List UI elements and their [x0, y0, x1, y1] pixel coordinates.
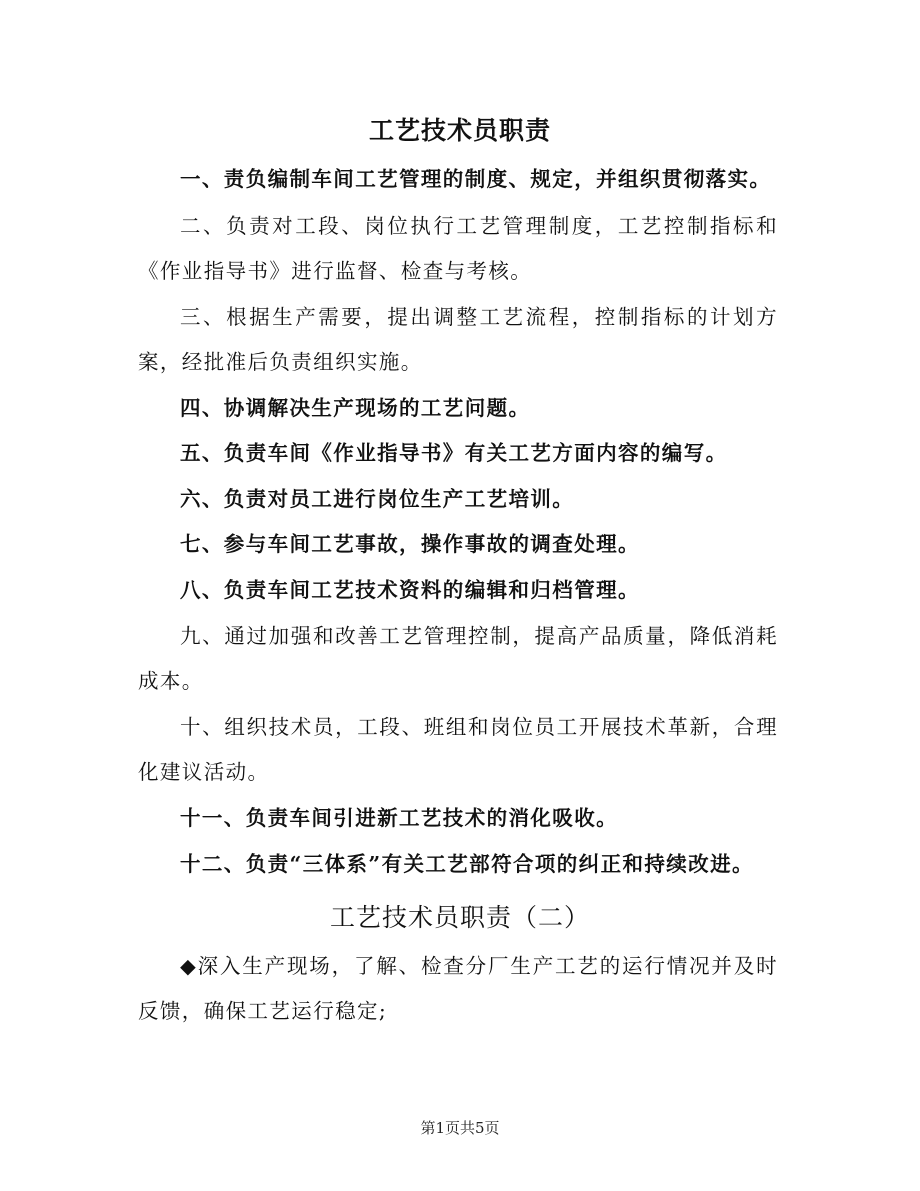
- duty-item-11: 十一、负责车间引进新工艺技术的消化吸收。: [180, 806, 618, 830]
- duty-item-7: 七、参与车间工艺事故，操作事故的调查处理。: [180, 532, 640, 556]
- duty-item-12: 十二、负责“三体系”有关工艺部符合项的纠正和持续改进。: [180, 852, 754, 876]
- page-number: 第1页共5页: [420, 1119, 500, 1137]
- duty-item-1: 一、责负编制车间工艺管理的制度、规定，并组织贯彻落实。: [180, 167, 772, 191]
- duty-item-3: 三、根据生产需要，提出调整工艺流程，控制指标的计划方案，经批准后负责组织实施。: [138, 305, 778, 374]
- duty-item-2: 二、负责对工段、岗位执行工艺管理制度，工艺控制指标和《作业指导书》进行监督、检查与考核。: [138, 214, 778, 283]
- duty-item-10: 十、组织技术员，工段、班组和岗位员工开展技术革新，合理化建议活动。: [138, 715, 778, 784]
- document-title: 工艺技术员职责: [368, 116, 551, 145]
- duty-item-6: 六、负责对员工进行岗位生产工艺培训。: [180, 487, 575, 511]
- section-title-2: 工艺技术员职责（二）: [329, 903, 590, 932]
- duty-item-4: 四、协调解决生产现场的工艺问题。: [180, 396, 531, 420]
- duty-item-5: 五、负责车间《作业指导书》有关工艺方面内容的编写。: [180, 441, 728, 465]
- duty-item-8: 八、负责车间工艺技术资料的编辑和归档管理。: [180, 578, 640, 602]
- duty-item-9: 九、通过加强和改善工艺管理控制，提高产品质量，降低消耗成本。: [138, 624, 778, 693]
- duty-item-2-1: ◆深入生产现场，了解、检查分厂生产工艺的运行情况并及时反馈，确保工艺运行稳定;: [138, 954, 778, 1023]
